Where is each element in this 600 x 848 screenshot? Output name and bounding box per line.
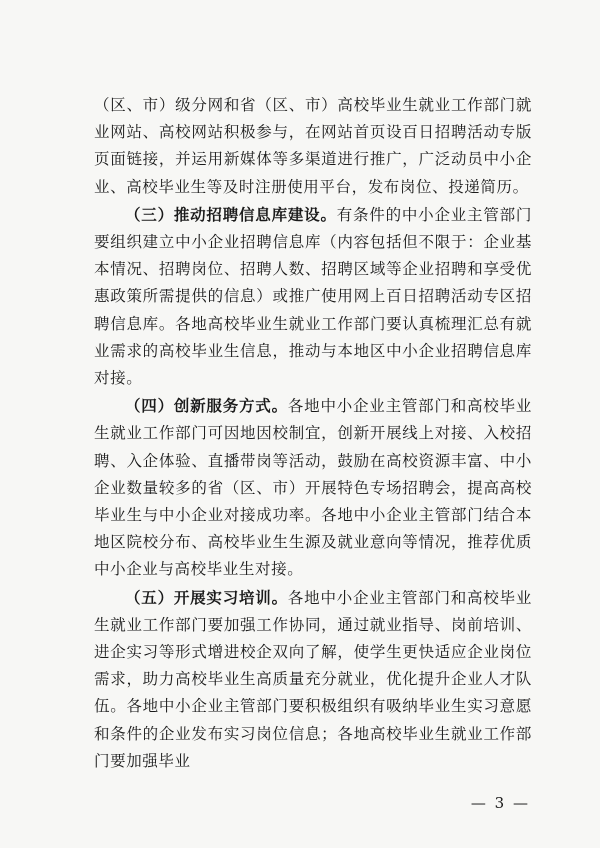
paragraph-section-3 (94, 201, 532, 392)
paragraph-section-4 (94, 392, 532, 583)
paragraph-continuation (94, 92, 532, 201)
paragraph-text: 各地中小企业主管部门和高校毕业生就业工作部门要加强工作协同，通过就业指导、岗前培训、进企实习等形式增进校企双向了解，使学生更快适应企业岗位需求，助力高校毕业生高质量充分就业，优化提升企业人才队伍。各地中小企业主管部门要积极组织有吸纳毕业生实习意愿和条件的企业发布实习岗位信息；各地高校毕业生就业工作部门要加强毕业 (94, 588, 532, 770)
paragraph-text: 各地中小企业主管部门和高校毕业生就业工作部门可因地因校制宜，创新开展线上对接、入校招聘、入企体验、直播带岗等活动，鼓励在高校资源丰富、中小企业数量较多的省（区、市）开展特色专场招聘会，提高高校毕业生与中小企业对接成功率。各地中小企业主管部门结合本地区院校分布、高校毕业生生源及就业意向等情况，推荐优质中小企业与高校毕业生对接。 (94, 397, 532, 579)
section-heading: （三）推动招聘信息库建设。 (125, 204, 337, 224)
paragraph-section-5 (94, 584, 532, 775)
section-heading: （五）开展实习培训。 (125, 587, 288, 607)
page-number: — 3 — (470, 794, 530, 812)
document-body (94, 92, 532, 775)
paragraph-text: （区、市）级分网和省（区、市）高校毕业生就业工作部门就业网站、高校网站积极参与，在网站首页设百日招聘活动专版页面链接，并运用新媒体等多渠道进行推广，广泛动员中小企业、高校毕业生等及时注册使用平台，发布岗位、投递简历。 (94, 96, 532, 196)
section-heading: （四）创新服务方式。 (125, 396, 288, 416)
paragraph-text: 有条件的中小企业主管部门要组织建立中小企业招聘信息库（内容包括但不限于：企业基本情况、招聘岗位、招聘人数、招聘区域等企业招聘和享受优惠政策所需提供的信息）或推广使用网上百日招聘活动专区招聘信息库。各地高校毕业生就业工作部门要认真梳理汇总有就业需求的高校毕业生信息，推动与本地区中小企业招聘信息库对接。 (94, 205, 532, 388)
